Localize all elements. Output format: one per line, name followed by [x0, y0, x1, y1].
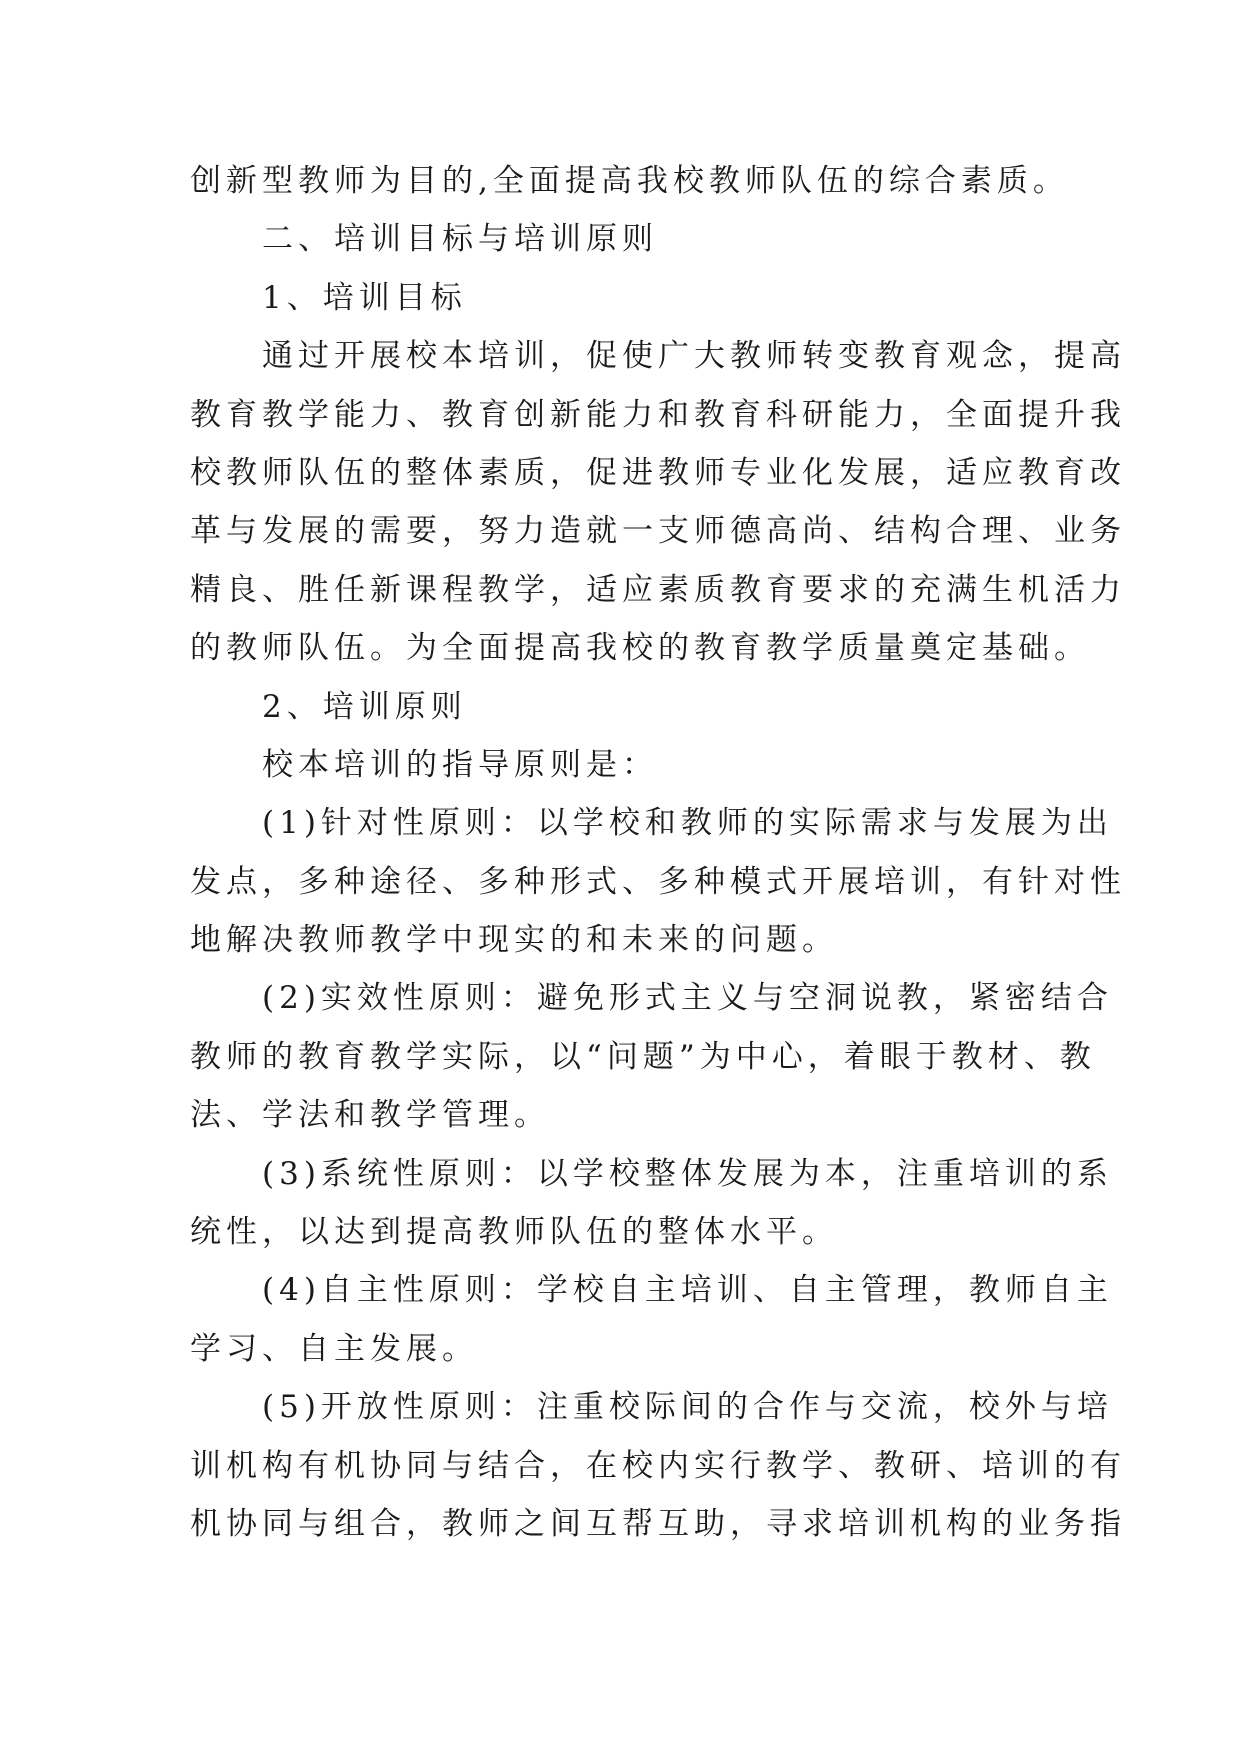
text-line: 教育教学能力、教育创新能力和教育科研能力，全面提升我: [190, 396, 1126, 433]
document-body: [190, 152, 1126, 1553]
principle-item: (2)实效性原则：避免形式主义与空洞说教，紧密结合: [262, 980, 1113, 1017]
text-line: 通过开展校本培训，促使广大教师转变教育观念，提高: [262, 338, 1126, 375]
text-line: 发点，多种途径、多种形式、多种模式开展培训，有针对性: [190, 863, 1126, 900]
text-line: 创新型教师为目的,全面提高我校教师队伍的综合素质。: [190, 163, 1069, 199]
text-line: 精良、胜任新课程教学，适应素质教育要求的充满生机活力: [190, 571, 1126, 608]
text-line: 革与发展的需要，努力造就一支师德高尚、结构合理、业务: [190, 513, 1126, 550]
subsection-heading: 2、培训原则: [262, 688, 467, 725]
text-line: 训机构有机协同与结合，在校内实行教学、教研、培训的有: [190, 1447, 1126, 1484]
text-line: 教师的教育教学实际，以“问题”为中心，着眼于教材、教: [190, 1038, 1096, 1075]
subsection-heading: 1、培训目标: [262, 279, 467, 316]
principle-item: (4)自主性原则：学校自主培训、自主管理，教师自主: [262, 1272, 1113, 1309]
text-line: 统性，以达到提高教师队伍的整体水平。: [190, 1214, 838, 1251]
principle-item: (5)开放性原则：注重校际间的合作与交流，校外与培: [262, 1389, 1113, 1426]
section-heading: 二、培训目标与培训原则: [262, 221, 658, 258]
text-line: 地解决教师教学中现实的和未来的问题。: [190, 922, 838, 959]
text-line: 学习、自主发展。: [190, 1330, 478, 1367]
text-line: 校本培训的指导原则是：: [262, 746, 658, 783]
principle-item: (3)系统性原则：以学校整体发展为本，注重培训的系: [262, 1155, 1113, 1192]
text-line: 机协同与组合，教师之间互帮互助，寻求培训机构的业务指: [190, 1505, 1126, 1542]
text-line: 的教师队伍。为全面提高我校的教育教学质量奠定基础。: [190, 630, 1090, 667]
text-line: 校教师队伍的整体素质，促进教师专业化发展，适应教育改: [190, 454, 1126, 491]
text-line: 法、学法和教学管理。: [190, 1097, 550, 1134]
principle-item: (1)针对性原则：以学校和教师的实际需求与发展为出: [262, 805, 1113, 842]
